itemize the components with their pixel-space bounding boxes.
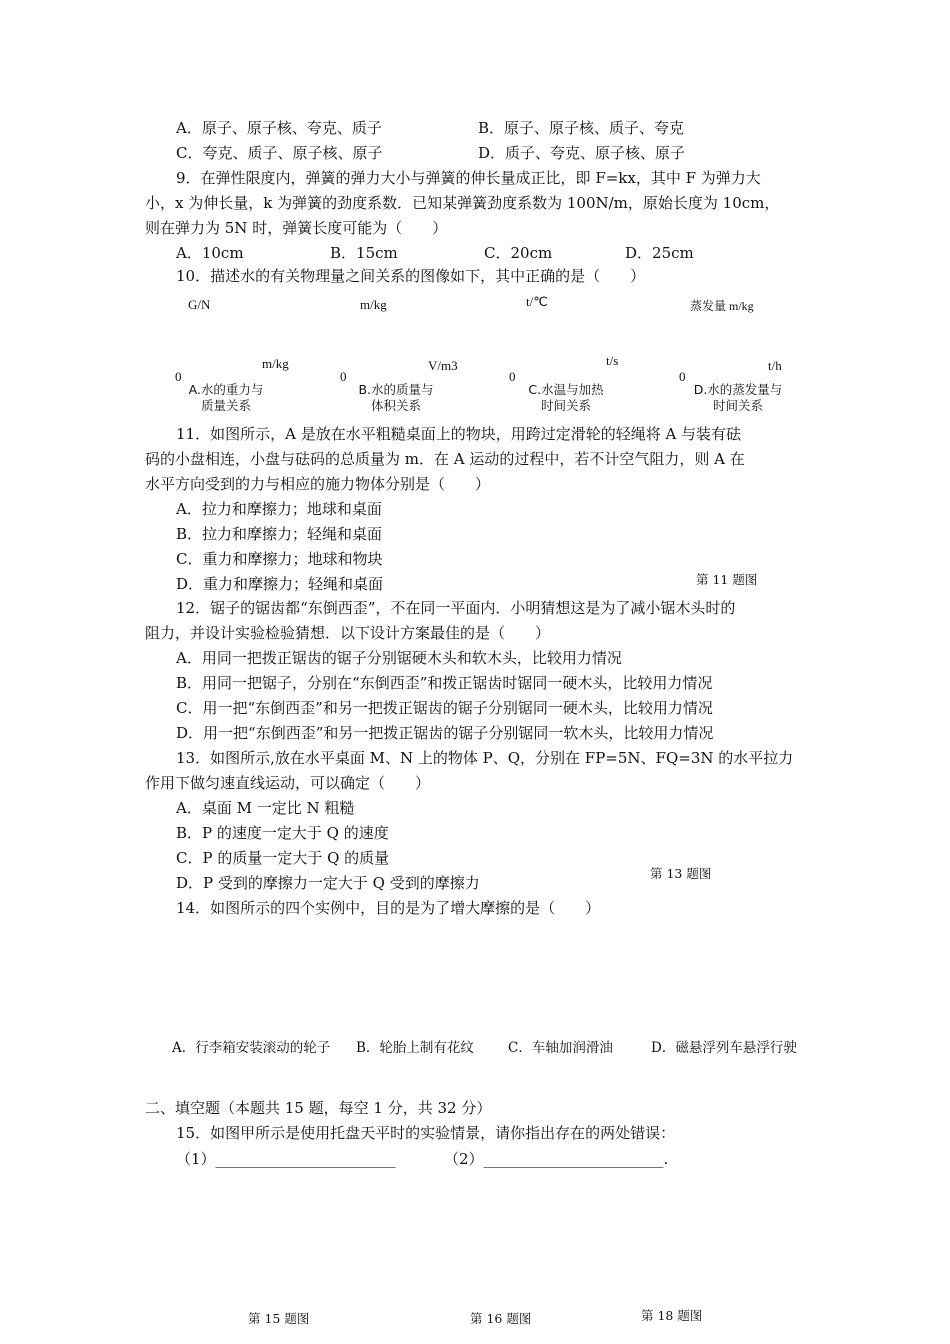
q13-figure-caption: 第 13 题图: [650, 866, 712, 881]
q11-figure-caption: 第 11 题图: [696, 572, 758, 587]
q8-option-b: B．原子、原子核、质子、夸克: [478, 119, 685, 137]
q14-option-c: C．车轴加润滑油: [508, 1040, 613, 1056]
graph-b-y-label: m/kg: [360, 297, 387, 312]
q8-option-d: D．质子、夸克、原子核、原子: [478, 144, 686, 162]
q11-option-a: A．拉力和摩擦力；地球和桌面: [176, 500, 382, 518]
graph-d-origin: 0: [679, 369, 686, 384]
q12-option-a: A．用同一把拨正锯齿的锯子分别锯硬木头和软木头，比较用力情况: [176, 649, 622, 667]
q9-option-a: A．10cm: [176, 244, 244, 262]
q14-option-a: A．行李箱安装滚动的轮子: [172, 1040, 331, 1056]
graph-c-origin: 0: [509, 369, 516, 384]
q12-option-b: B．用同一把锯子，分别在“东倒西歪”和拨正锯齿时锯同一硬木头，比较用力情况: [176, 674, 713, 692]
q9-option-b: B．15cm: [330, 244, 398, 262]
graph-d-y-label: 蒸发量 m/kg: [690, 299, 754, 313]
q11-option-c: C．重力和摩擦力；地球和物块: [176, 550, 383, 568]
q8-option-c: C．夸克、质子、原子核、原子: [176, 144, 383, 162]
q11-stem-line3: 水平方向受到的力与相应的施力物体分别是（ ）: [145, 475, 491, 493]
q12-stem-line1: 12．锯子的锯齿都“东倒西歪”，不在同一平面内．小明猜想这是为了减小锯木头时的: [176, 599, 736, 617]
q15-stem: 15．如图甲所示是使用托盘天平时的实验情景，请你指出存在的两处错误：: [176, 1124, 676, 1142]
q11-stem-line1: 11．如图所示，A 是放在水平粗糙桌面上的物块，用跨过定滑轮的轻绳将 A 与装有砝: [176, 425, 742, 443]
graph-c-y-label: t/℃: [526, 294, 548, 309]
graph-a-x-label: m/kg: [262, 356, 289, 371]
q13-option-d: D．P 受到的摩擦力一定大于 Q 受到的摩擦力: [176, 874, 480, 892]
q9-option-c: C．20cm: [484, 244, 553, 262]
q9-stem-line1: 9．在弹性限度内，弹簧的弹力大小与弹簧的伸长量成正比，即 F=kx，其中 F 为弹力大: [176, 169, 761, 187]
q15-blank-2: （2）________________________.: [444, 1150, 669, 1168]
q13-option-c: C．P 的质量一定大于 Q 的质量: [176, 849, 390, 867]
q15-blank-1: （1）________________________: [176, 1150, 396, 1168]
q14-stem: 14．如图所示的四个实例中，目的是为了增大摩擦的是（ ）: [176, 899, 601, 917]
q11-option-d: D．重力和摩擦力；轻绳和桌面: [176, 575, 384, 593]
q13-option-b: B．P 的速度一定大于 Q 的速度: [176, 824, 389, 842]
graph-b-origin: 0: [340, 369, 347, 384]
q12-option-c: C．用一把“东倒西歪”和另一把拨正锯齿的锯子分别锯同一硬木头，比较用力情况: [176, 699, 713, 717]
graph-c-x-label: t/s: [606, 353, 619, 368]
figure-18-caption: 第 18 题图: [641, 1308, 703, 1323]
figure-16-caption: 第 16 题图: [470, 1311, 532, 1326]
q8-option-a: A．原子、原子核、夸克、质子: [176, 119, 382, 137]
q12-stem-line2: 阻力，并设计实验检验猜想．以下设计方案最佳的是（ ）: [145, 624, 551, 642]
q9-stem-line3: 则在弹力为 5N 时，弹簧长度可能为（ ）: [145, 219, 448, 237]
q13-stem-line1: 13．如图所示,放在水平桌面 M、N 上的物体 P、Q，分别在 FP=5N、FQ=3N 的水平拉力: [176, 749, 794, 767]
graph-d-x-label: t/h: [768, 358, 782, 373]
q11-stem-line2: 码的小盘相连，小盘与砝码的总质量为 m．在 A 运动的过程中，若不计空气阻力，则 A 在: [145, 450, 745, 468]
q13-option-a: A．桌面 M 一定比 N 粗糙: [176, 799, 355, 817]
q9-stem-line2: 小，x 为伸长量，k 为弹簧的劲度系数．已知某弹簧劲度系数为 100N/m，原始长度为 10cm，: [145, 194, 780, 212]
q11-option-b: B．拉力和摩擦力；轻绳和桌面: [176, 525, 383, 543]
q13-stem-line2: 作用下做匀速直线运动，可以确定（ ）: [145, 774, 431, 792]
q9-option-d: D．25cm: [625, 244, 694, 262]
q14-option-d: D．磁悬浮列车悬浮行驶: [651, 1040, 797, 1056]
graph-a-origin: 0: [175, 369, 182, 384]
section-heading: 二、填空题（本题共 15 题，每空 1 分，共 32 分）: [145, 1099, 492, 1117]
graph-a-caption: A.水的重力与 质量关系: [188, 382, 264, 413]
q12-option-d: D．用一把“东倒西歪”和另一把拨正锯齿的锯子分别锯同一软木头，比较用力情况: [176, 724, 714, 742]
graph-b-x-label: V/m3: [428, 358, 458, 373]
graph-a-y-label: G/N: [188, 297, 211, 312]
graph-d-caption: D.水的蒸发量与 时间关系: [693, 382, 783, 413]
q14-option-b: B．轮胎上制有花纹: [356, 1040, 474, 1056]
figure-15-caption: 第 15 题图: [248, 1311, 310, 1326]
q10-stem: 10．描述水的有关物理量之间关系的图像如下，其中正确的是（ ）: [176, 267, 646, 285]
graph-c-caption: C.水温与加热 时间关系: [528, 382, 604, 413]
graph-b-caption: B.水的质量与 体积关系: [358, 382, 434, 413]
